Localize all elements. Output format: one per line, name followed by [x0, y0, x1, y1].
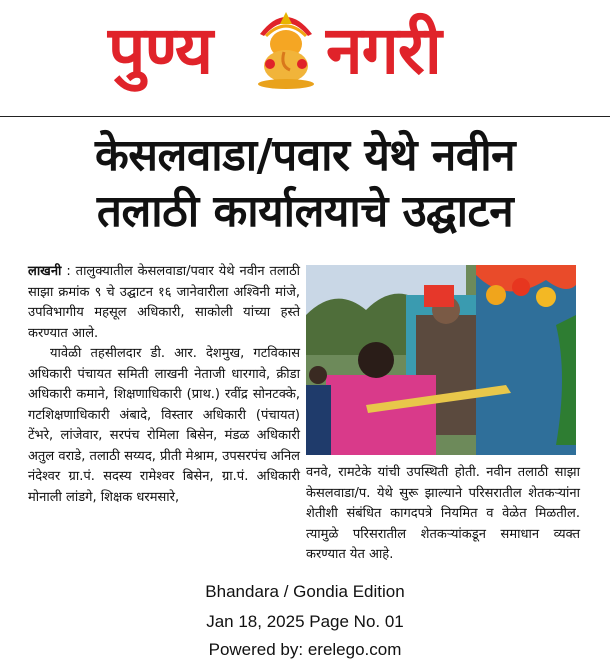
- article-paragraph-3: वनवे, रामटेके यांची उपस्थिती होती. नवीन तलाठी साझा केसलवाडा/प. येथे सुरू झाल्याने परिसरातील शेतकऱ्यांना शेतीशी संबंधित कागदपत्रे नियमित व वेळेत मिळतील. त्यामुळे परिसरातील शेतकऱ्यांकडून समाधान व्यक्त करण्यात येत आहे.: [306, 465, 580, 562]
- inauguration-photo: [306, 265, 576, 455]
- article-paragraph-1: [28, 262, 300, 344]
- date-page-label: Jan 18, 2025 Page No. 01: [206, 612, 404, 631]
- dateline-separator: :: [61, 264, 76, 279]
- masthead-title-right: नगरी: [326, 12, 441, 89]
- masthead: [0, 0, 610, 96]
- masthead-title-left: पुण्य: [108, 12, 213, 89]
- article-paragraph-2: यावेळी तहसीलदार डी. आर. देशमुख, गटविकास अधिकारी पंचायत समिती लाखनी नेताजी धारगावे, क्रीडा अधिकारी कमाने, शिक्षणाधिकारी (प्राथ.) रवींद्र सोनटक्के, गटशिक्षणाधिकारी अंबादे, विस्तार अधिकारी (पंचायत) टेंभरे, लांजेवार, सरपंच रोमिला बिसेन, मंडळ अधिकारी अतुल वराडे, तलाठी सय्यद, प्रीती मेश्राम, उपसरपंच अनिल नंदेश्वर ग्रा.पं. सदस्य रामेश्वर बिसेन, ग्रा.पं. अधिकारी मोनाली लांडगे, शिक्षक धरमसारे,: [28, 346, 300, 505]
- article-column-right: [306, 463, 580, 566]
- masthead-rule: [0, 116, 610, 117]
- article-paragraph-1-text: तालुक्यातील केसलवाडा/पवार येथे नवीन तलाठी साझा क्रमांक ९ चे उद्घाटन १६ जानेवारीला अश्विनी मांजे, उपविभागीय महसूल अधिकारी, साकोली यांच्या हस्ते करण्यात आले.: [28, 264, 300, 341]
- powered-by-label: Powered by: erelego.com: [208, 640, 402, 659]
- edition-label: Bhandara / Gondia Edition: [205, 582, 405, 601]
- article-headline: [0, 128, 610, 240]
- headline-line-2: तलाठी कार्यालयाचे उद्घाटन: [96, 186, 514, 237]
- ganesha-logo-icon: [250, 4, 322, 90]
- article-dateline: लाखनी: [28, 264, 62, 279]
- headline-line-1: केसलवाडा/पवार येथे नवीन: [94, 130, 516, 181]
- article-column-left: [28, 262, 300, 508]
